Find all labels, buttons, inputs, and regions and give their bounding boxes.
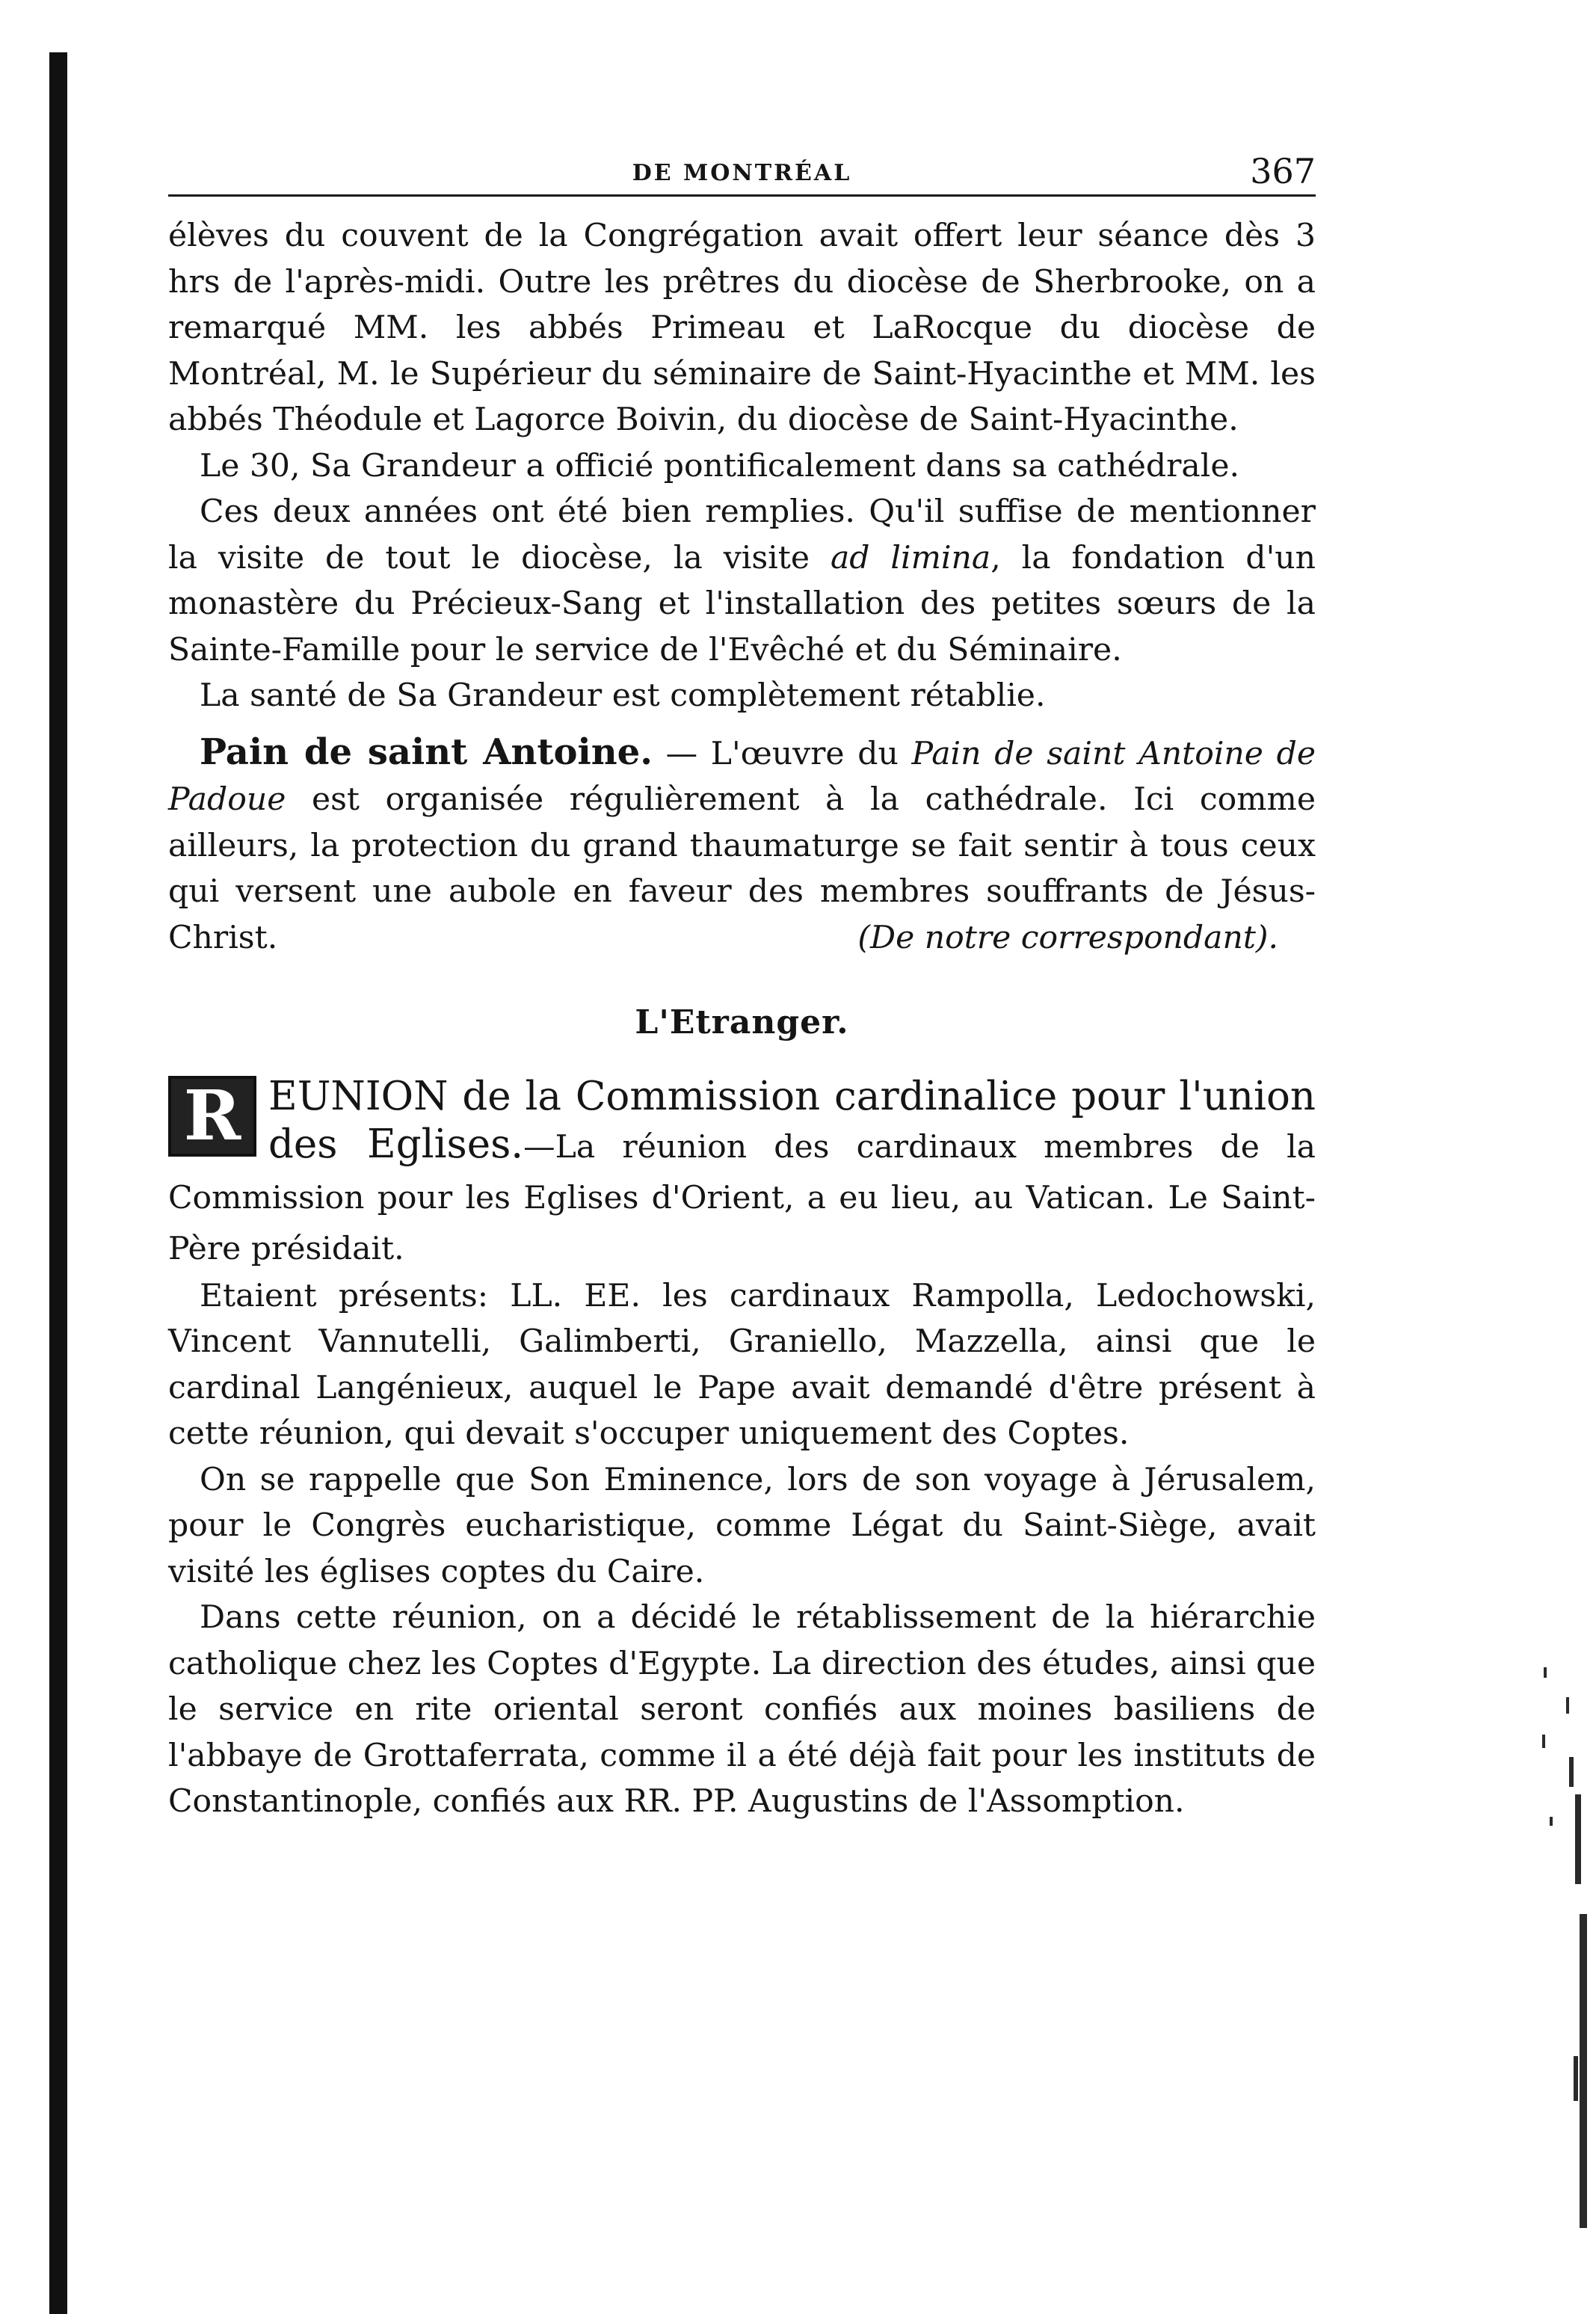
paragraph: Etaient présents: LL. EE. les cardinaux Rampolla, Ledochowski, Vincent Vannutelli, Galimberti, Graniello, Mazzella, ainsi que le cardinal Langénieux, auquel le Pape avait demandé d'être présent à cette réunion, qui devait s'occuper uniquement des Coptes. xyxy=(168,1277,1316,1452)
paragraph-with-drop-cap xyxy=(168,1073,1316,1273)
attribution-note: (De notre correspondant). xyxy=(857,919,1278,956)
page-edge-marks xyxy=(1536,1667,1596,2310)
running-header xyxy=(168,150,1316,197)
drop-cap-letter: R xyxy=(168,1076,256,1157)
paragraph: Dans cette réunion, on a décidé le rétablissement de la hiérarchie catholique chez les Coptes d'Egypte. La direction des études, ainsi que le service en rite oriental seront confiés aux moines basiliens de l'abbaye de Grottaferrata, comme il a été déjà fait pour les instituts de Constantinople, confiés aux RR. PP. Augustins de l'Assomption. xyxy=(168,1599,1316,1820)
binding-edge xyxy=(49,52,67,2314)
italic-phrase: Pain de saint Antoine de Padoue xyxy=(168,735,1316,818)
article-headline: EUNION de la Commission cardinalice pour l'union des Eglises. xyxy=(268,1073,1316,1167)
paragraph: On se rappelle que Son Eminence, lors de son voyage à Jérusalem, pour le Congrès eucharistique, comme Légat du Saint-Siège, avait visité les églises coptes du Caire. xyxy=(168,1461,1316,1590)
paragraph: Le 30, Sa Grandeur a officié pontificalement dans sa cathédrale. xyxy=(200,447,1239,484)
running-title: DE MONTRÉAL xyxy=(632,160,852,186)
section-title: L'Etranger. xyxy=(635,1003,849,1041)
item-heading: Pain de saint Antoine. xyxy=(200,730,653,773)
paragraph-text: est organisée régulièrement à la cathédrale. Ici comme ailleurs, la protection du grand thaumaturge se fait sentir à tous ceux qui versent une aubole en faveur des membres souffrants de Jésus-Christ. xyxy=(168,781,1316,956)
paragraph-text: Ces deux années ont été bien remplies. Qu'il suffise de mentionner la visite de tout le diocèse, la visite xyxy=(168,493,1316,576)
paragraph-text: , la fondation d'un monastère du Précieux-Sang et l'installation des petites sœurs de la Sainte-Famille pour le service de l'Evêché et du Séminaire. xyxy=(168,539,1316,668)
body-text xyxy=(168,213,1316,1825)
paragraph: La santé de Sa Grandeur est complètement rétablie. xyxy=(200,677,1046,714)
paragraph-text: — L'œuvre du xyxy=(652,735,912,772)
page-number: 367 xyxy=(1250,151,1316,191)
paragraph-text: —La réunion des cardinaux membres de la Commission pour les Eglises d'Orient, a eu lieu, au Vatican. Le Saint-Père présidait. xyxy=(168,1128,1316,1267)
paragraph xyxy=(168,730,1316,961)
paragraph: élèves du couvent de la Congrégation avait offert leur séance dès 3 hrs de l'après-midi. Outre les prêtres du diocèse de Sherbrooke, on a remarqué MM. les abbés Primeau et LaRocque du diocèse de Montréal, M. le Supérieur du séminaire de Saint-Hyacinthe et MM. les abbés Théodule et Lagorce Boivin, du diocèse de Saint-Hyacinthe. xyxy=(168,218,1316,438)
book-page xyxy=(168,150,1316,1825)
italic-phrase: ad limina xyxy=(830,539,991,576)
paragraph xyxy=(168,489,1316,673)
